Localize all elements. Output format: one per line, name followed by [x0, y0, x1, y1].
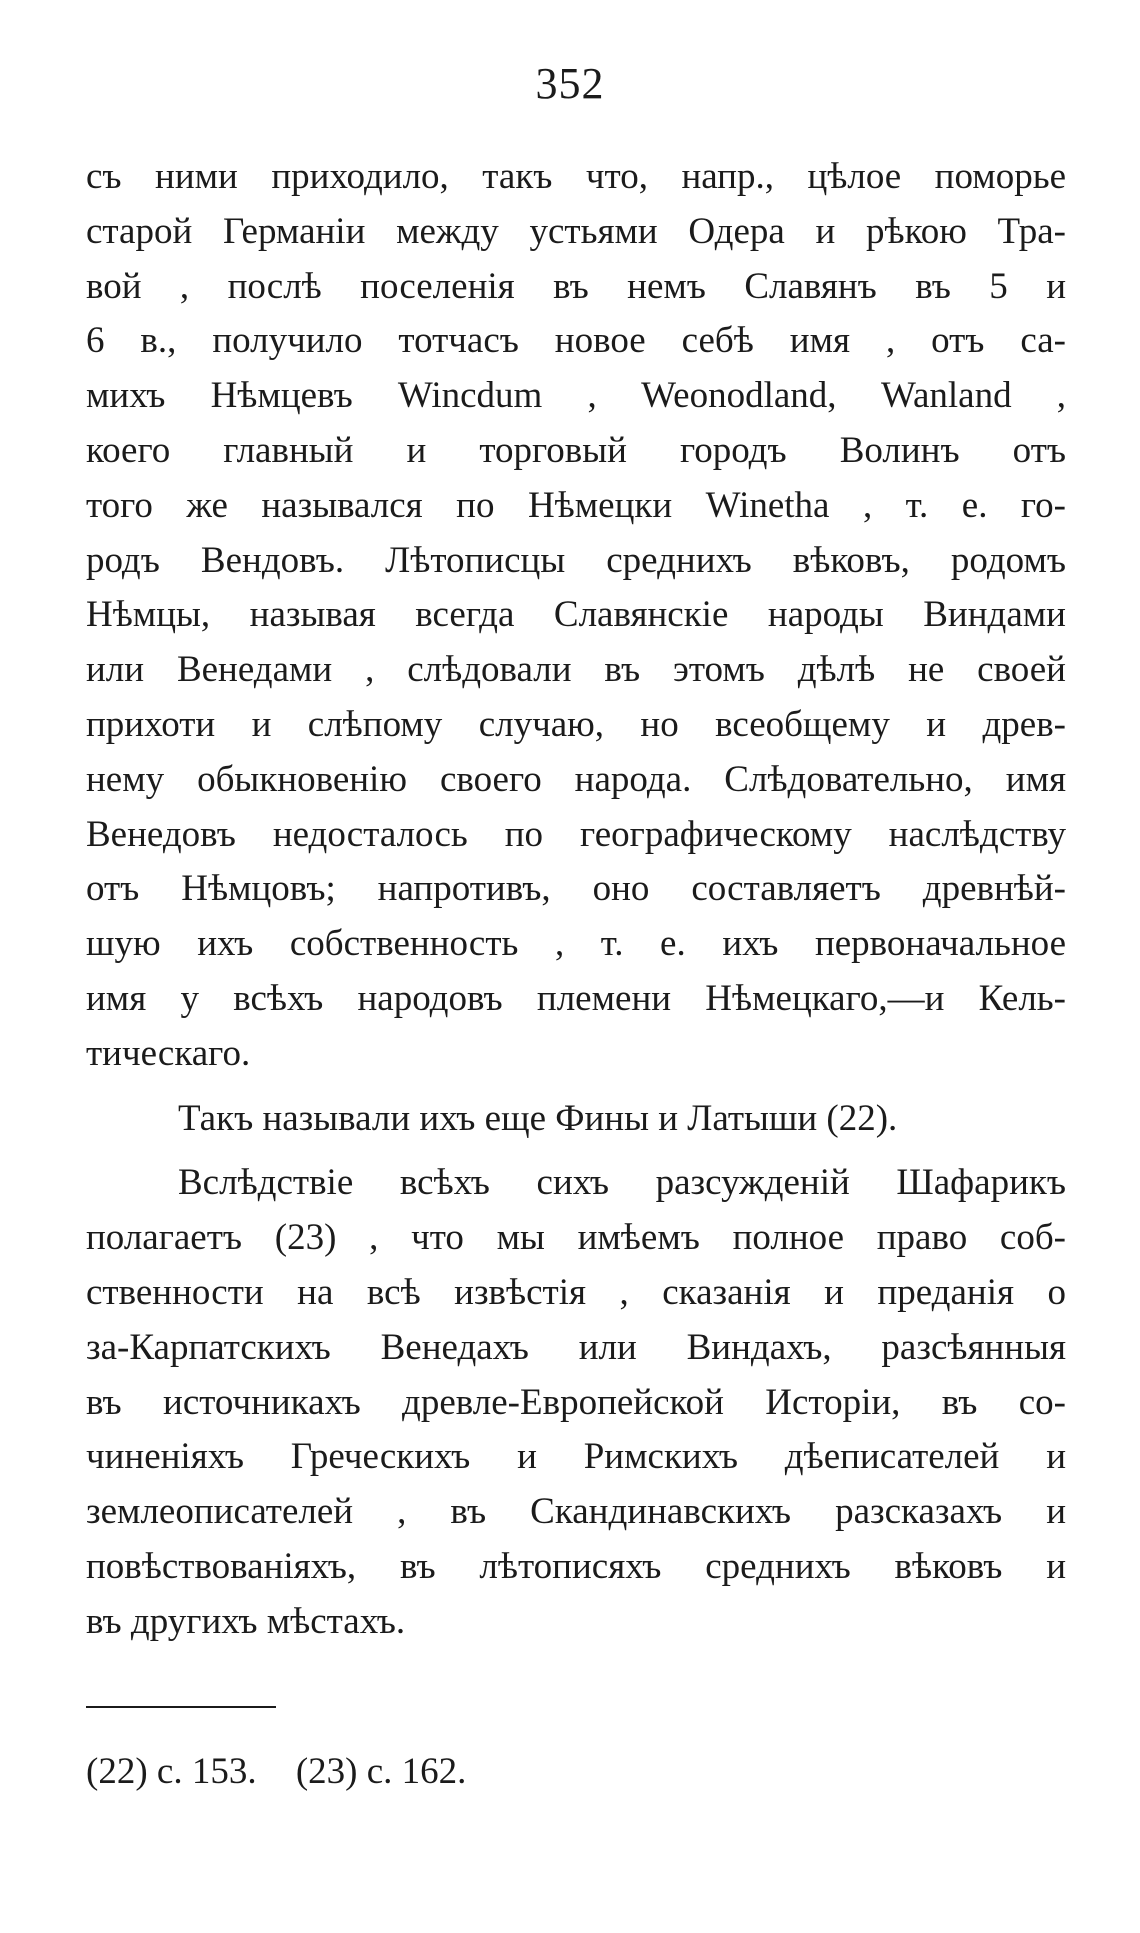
text-line: Вслѣдствіе всѣхъ сихъ разсужденій Шафарикъ	[178, 1162, 1066, 1204]
text-line: полагаетъ (23) , что мы имѣемъ полное право соб-	[86, 1217, 1066, 1259]
text-line: за-Карпатскихъ Венедахъ или Виндахъ, разсѣянныя	[86, 1326, 1066, 1368]
text-line: чиненіяхъ Греческихъ и Римскихъ дѣеписателей и	[86, 1436, 1066, 1478]
paragraph-1	[86, 150, 1066, 1082]
paragraph-2: Такъ называли ихъ еще Фины и Латыши (22).	[178, 1097, 898, 1139]
page-number: 352	[535, 59, 605, 108]
text-line: шую ихъ собственность , т. е. ихъ первоначальное	[86, 923, 1066, 965]
text-line: того же назывался по Нѣмецки Winetha , т. е. го-	[86, 484, 1066, 526]
text-line: тическаго.	[86, 1032, 251, 1074]
text-line: отъ Нѣмцовъ; напротивъ, оно составляетъ древнѣй-	[86, 868, 1066, 910]
footnote-23: (23) с. 162.	[295, 1751, 467, 1792]
body-text	[86, 150, 1066, 1650]
text-line: коего главный и торговый городъ Волинъ отъ	[86, 429, 1066, 471]
text-line: старой Германіи между устьями Одера и рѣкою Тра-	[86, 210, 1066, 252]
text-line: 6 в., получило тотчасъ новое себѣ имя , отъ са-	[86, 320, 1066, 362]
text-line: въ источникахъ древле-Европейской Исторіи, въ со-	[86, 1381, 1066, 1423]
text-line: или Венедами , слѣдовали въ этомъ дѣлѣ не своей	[86, 649, 1066, 691]
text-line: родъ Вендовъ. Лѣтописцы среднихъ вѣковъ, родомъ	[86, 539, 1066, 581]
text-line: имя у всѣхъ народовъ племени Нѣмецкаго,—и Кель-	[86, 977, 1066, 1019]
footnote-22: (22) с. 153.	[86, 1751, 257, 1792]
text-line: михъ Нѣмцевъ Wincdum , Weonodland, Wanland ,	[86, 375, 1066, 417]
text-line: съ ними приходило, такъ что, напр., цѣлое поморье	[86, 156, 1066, 197]
paragraph-3	[86, 1156, 1066, 1649]
text-line: Нѣмцы, называя всегда Славянскіе народы Виндами	[86, 594, 1066, 636]
text-line: повѣствованіяхъ, въ лѣтописяхъ среднихъ вѣковъ и	[86, 1545, 1066, 1587]
text-line: нему обыкновенію своего народа. Слѣдовательно, имя	[86, 758, 1066, 800]
footnote-divider	[86, 1706, 276, 1708]
text-line: Венедовъ недосталось по географическому наслѣдству	[86, 813, 1066, 855]
text-line: землеописателей , въ Скандинавскихъ разсказахъ и	[86, 1491, 1066, 1533]
text-line: въ другихъ мѣстахъ.	[86, 1600, 406, 1642]
text-line: ственности на всѣ извѣстія , сказанія и преданія о	[86, 1271, 1066, 1313]
footnotes	[86, 1750, 466, 1793]
text-line: вой , послѣ поселенія въ немъ Славянъ въ 5 и	[86, 265, 1066, 307]
text-line: прихоти и слѣпому случаю, но всеобщему и древ-	[86, 703, 1066, 745]
